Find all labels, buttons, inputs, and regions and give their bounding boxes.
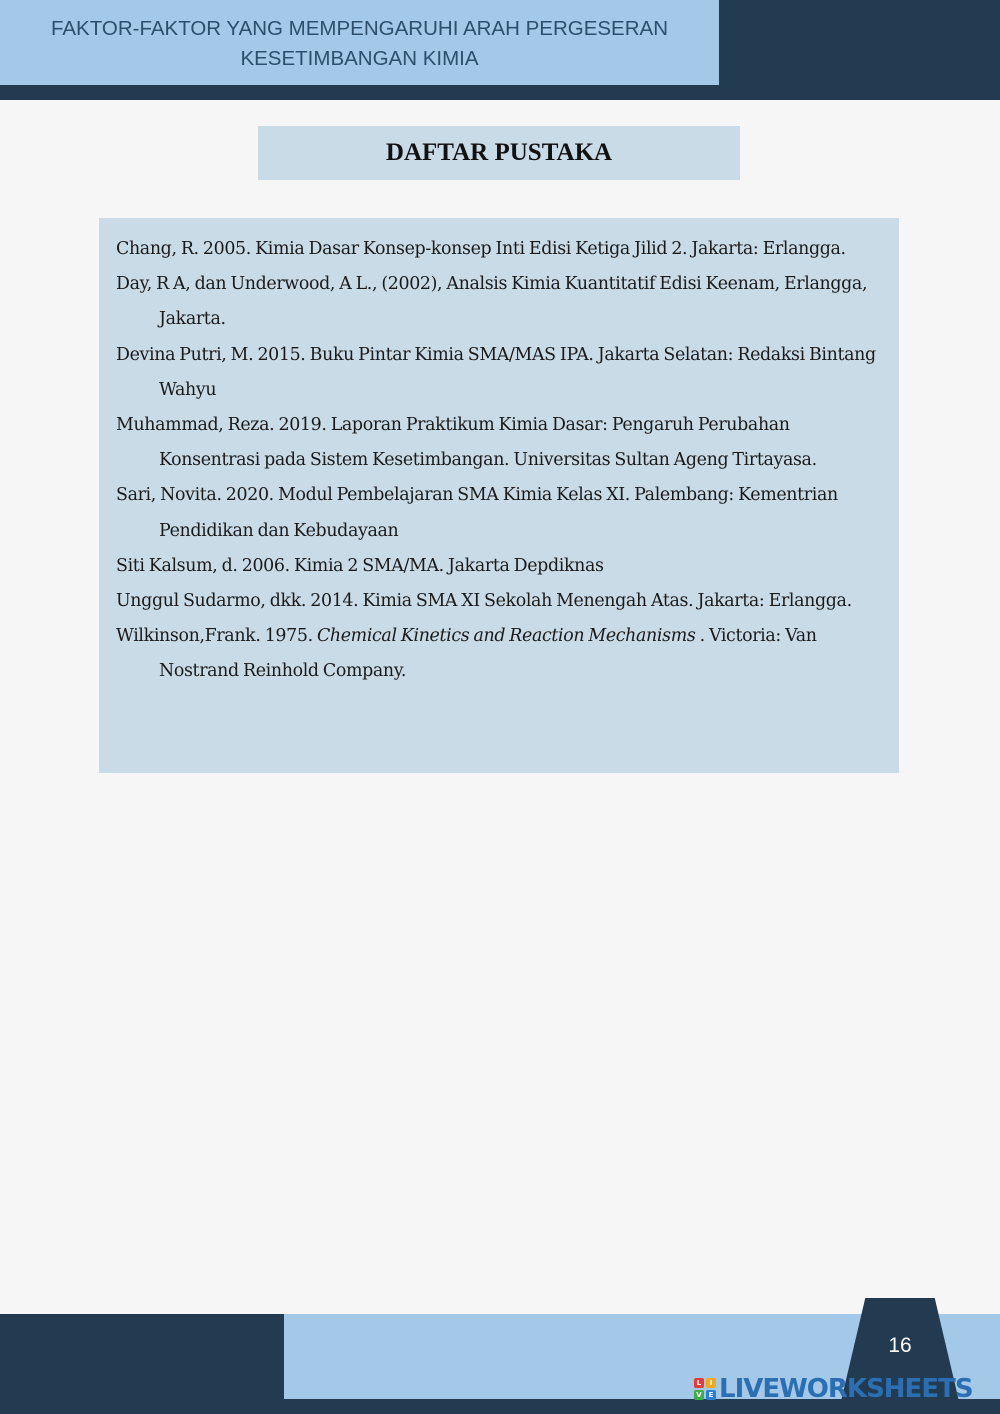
reference-item: Day, R A, dan Underwood, A L., (2002), Analsis Kimia Kuantitatif Edisi Keenam, Erlangga, Jakarta. bbox=[116, 274, 868, 330]
page-number: 16 bbox=[888, 1334, 912, 1357]
reference-item: Sari, Novita. 2020. Modul Pembelajaran SMA Kimia Kelas XI. Palembang: Kementrian Pendidikan dan Kebudayaan bbox=[116, 485, 838, 541]
reference-prefix: Wilkinson,Frank. 1975. bbox=[116, 626, 317, 647]
reference-italic-title: Chemical Kinetics and Reaction Mechanisms bbox=[316, 626, 696, 647]
reference-item: Unggul Sudarmo, dkk. 2014. Kimia SMA XI Sekolah Menengah Atas. Jakarta: Erlangga. bbox=[116, 591, 852, 612]
header-title-line-1: FAKTOR-FAKTOR YANG MEMPENGARUHI ARAH PERGESERAN bbox=[50, 17, 669, 40]
reference-item: Devina Putri, M. 2015. Buku Pintar Kimia SMA/MAS IPA. Jakarta Selatan: Redaksi Bintang Wahyu bbox=[116, 344, 876, 400]
header-title-banner bbox=[0, 0, 719, 85]
section-title: DAFTAR PUSTAKA bbox=[385, 139, 613, 166]
reference-item-last bbox=[116, 619, 889, 689]
logo-cell-v: V bbox=[694, 1390, 704, 1400]
liveworksheets-logo bbox=[694, 1374, 973, 1404]
reference-item: Siti Kalsum, d. 2006. Kimia 2 SMA/MA. Jakarta Depdiknas bbox=[116, 555, 604, 576]
reference-suffix: . Victoria: Van Nostrand Reinhold Company. bbox=[159, 626, 817, 682]
reference-item: Muhammad, Reza. 2019. Laporan Praktikum Kimia Dasar: Pengaruh Perubahan Konsentrasi pada Sistem Kesetimbangan. Universitas Sultan Ageng Tirtayasa. bbox=[116, 415, 817, 471]
logo-cell-i: I bbox=[706, 1378, 716, 1388]
liveworksheets-wordmark: LIVEWORKSHEETS bbox=[719, 1374, 973, 1404]
logo-cell-e: E bbox=[706, 1390, 716, 1400]
reference-item: Chang, R. 2005. Kimia Dasar Konsep-konsep Inti Edisi Ketiga Jilid 2. Jakarta: Erlangga. bbox=[116, 239, 846, 259]
section-title-box bbox=[258, 126, 740, 180]
logo-cell-l: L bbox=[694, 1378, 704, 1388]
liveworksheets-grid-icon bbox=[694, 1378, 716, 1400]
references-box bbox=[99, 218, 899, 773]
header-title-line-2: KESETIMBANGAN KIMIA bbox=[240, 47, 479, 70]
